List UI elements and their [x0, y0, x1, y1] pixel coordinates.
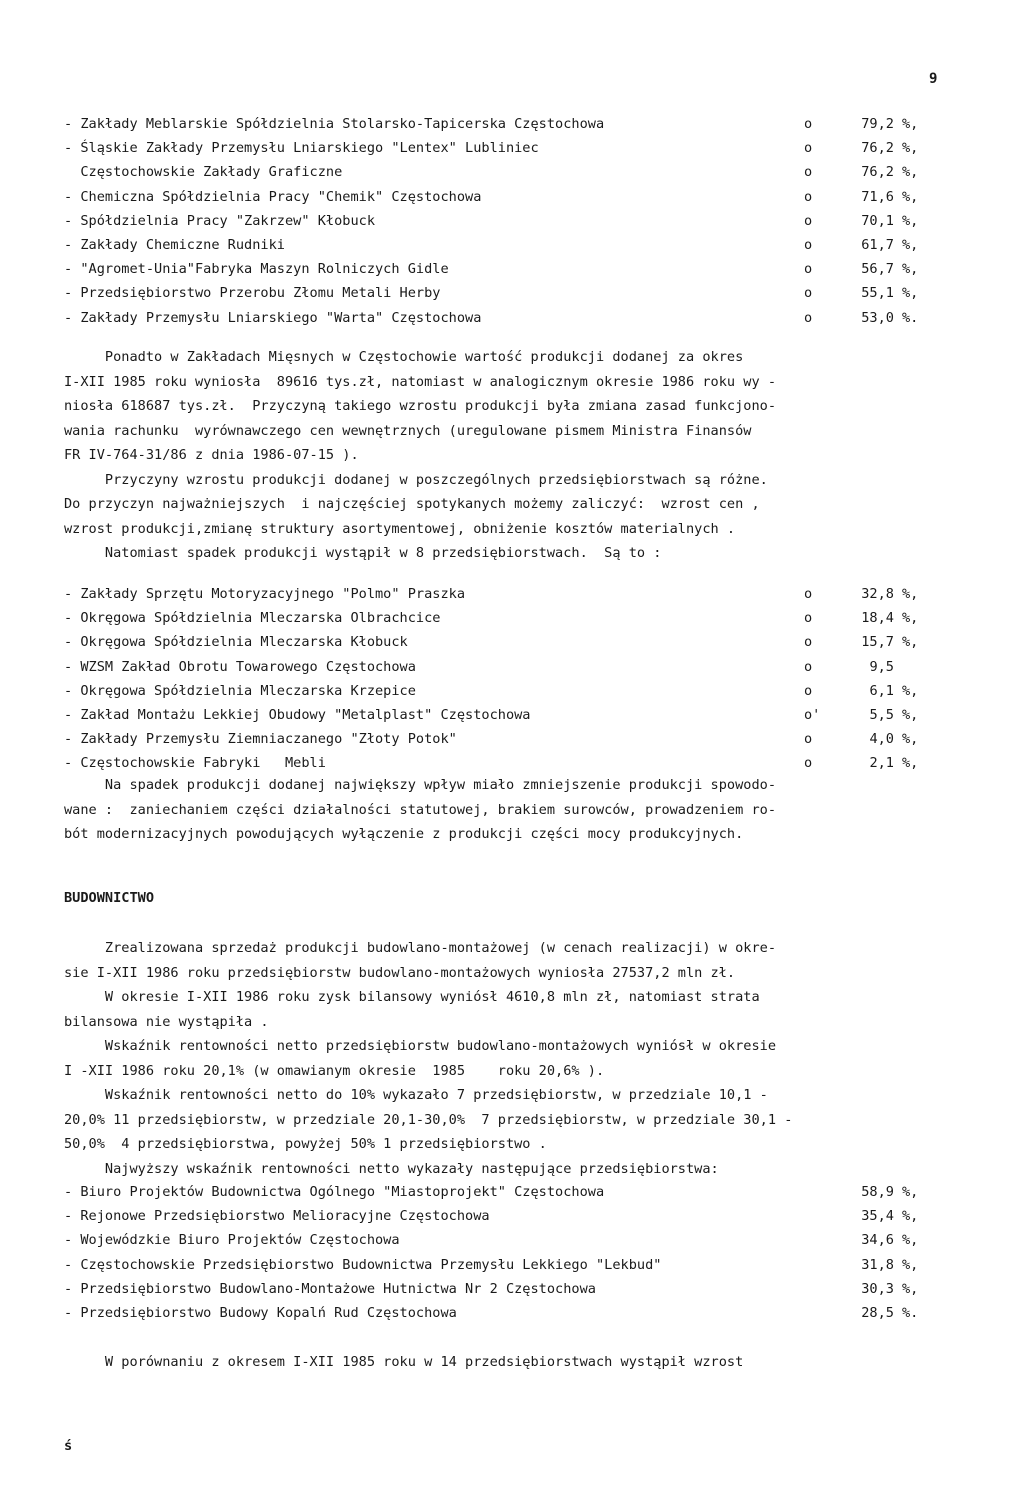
entity-name: - Częstochowskie Fabryki Mebli	[64, 755, 326, 772]
decline-reasons-paragraph	[64, 773, 954, 847]
entity-name: - Okręgowa Spółdzielnia Mleczarska Krzepice	[64, 682, 416, 699]
percent-unit: %,	[902, 682, 919, 699]
text-line: Natomiast spadek produkcji wystąpił w 8 przedsiębiorstwach. Są to :	[64, 545, 662, 561]
profitability-row	[64, 1204, 954, 1228]
decline-row	[64, 679, 954, 703]
percent-unit: %,	[902, 261, 919, 278]
o-marker: o	[804, 164, 813, 181]
profitability-row	[64, 1301, 954, 1325]
profitability-row	[64, 1277, 954, 1301]
entity-name: - Zakłady Meblarskie Spółdzielnia Stolarsko-Tapicerska Częstochowa	[64, 116, 605, 132]
entity-name: - Zakłady Chemiczne Rudniki	[64, 236, 285, 253]
text-line: bilansowa nie wystąpiła .	[64, 1013, 269, 1030]
o-marker: o	[804, 610, 813, 627]
entity-name: - Zakład Montażu Lekkiej Obudowy "Metalplast" Częstochowa	[64, 706, 531, 723]
percent-value: 55,1	[861, 285, 894, 302]
percent-unit: %,	[902, 1280, 919, 1297]
o-marker: o	[804, 586, 813, 602]
text-line: 50,0% 4 przedsiębiorstwa, powyżej 50% 1 przedsiębiorstwo .	[64, 1136, 547, 1152]
percent-unit: %,	[902, 1256, 919, 1273]
percent-unit: %,	[902, 212, 919, 229]
entity-name: - "Agromet-Unia"Fabryka Maszyn Rolniczych Gidle	[64, 261, 449, 278]
o-marker: o	[804, 634, 813, 651]
text-line: Na spadek produkcji dodanej największy wpływ miało zmniejszenie produkcji spowodo-	[64, 777, 777, 793]
entity-name: - Zakłady Sprzętu Motoryzacyjnego "Polmo" Praszka	[64, 586, 466, 602]
percent-value: 76,2	[861, 164, 894, 181]
o-marker: o	[804, 755, 813, 772]
percent-value: 58,9	[861, 1184, 894, 1200]
percent-value: 70,1	[861, 212, 894, 229]
percent-unit: %.	[902, 1304, 919, 1321]
percent-value: 2,1	[869, 755, 894, 772]
decline-row	[64, 703, 954, 727]
entity-name: - Okręgowa Spółdzielnia Mleczarska Kłobuck	[64, 634, 408, 651]
text-line: wane : zaniechaniem części działalności statutowej, brakiem surowców, prowadzeniem ro-	[64, 801, 777, 818]
text-line: bót modernizacyjnych powodujących wyłączenie z produkcji części mocy produkcyjnych.	[64, 826, 744, 842]
decline-row	[64, 582, 954, 606]
profitability-list	[64, 1180, 954, 1325]
percent-unit: %,	[902, 706, 919, 723]
entity-name: Częstochowskie Zakłady Graficzne	[64, 164, 343, 181]
text-line: 20,0% 11 przedsiębiorstw, w przedziale 20,1-30,0% 7 przedsiębiorstw, w przedziale 30,1 -	[64, 1111, 793, 1128]
percent-value: 56,7	[861, 261, 894, 278]
percent-unit: %,	[902, 236, 919, 253]
percent-value: 5,5	[869, 706, 894, 723]
percent-unit: %,	[902, 731, 919, 748]
growth-row	[64, 112, 954, 136]
footer-mark: ś	[64, 1438, 73, 1454]
growth-row	[64, 160, 954, 184]
percent-value: 15,7	[861, 634, 894, 651]
page-number: 9	[929, 71, 938, 87]
text-line: Wskaźnik rentowności netto przedsiębiorstw budowlano-montażowych wyniósł w okresie	[64, 1038, 777, 1054]
percent-unit: %.	[902, 309, 919, 326]
text-line: Ponadto w Zakładach Mięsnych w Częstochowie wartość produkcji dodanej za okres	[64, 349, 744, 365]
entity-name: - Przedsiębiorstwo Przerobu Złomu Metali Herby	[64, 285, 441, 302]
text-line: Najwyższy wskaźnik rentowności netto wykazały następujące przedsiębiorstwa:	[64, 1160, 719, 1177]
o-marker: o'	[804, 706, 821, 723]
decline-row	[64, 630, 954, 654]
growth-row	[64, 209, 954, 233]
o-marker: o	[804, 309, 813, 326]
decline-list	[64, 582, 954, 776]
text-line: sie I-XII 1986 roku przedsiębiorstw budowlano-montażowych wyniosła 27537,2 mln zł.	[64, 964, 736, 981]
entity-name: - WZSM Zakład Obrotu Towarowego Częstochowa	[64, 658, 416, 675]
percent-unit: %,	[902, 285, 919, 302]
o-marker: o	[804, 212, 813, 229]
decline-row	[64, 727, 954, 751]
percent-value: 79,2	[861, 116, 894, 132]
construction-paragraph	[64, 936, 954, 1181]
percent-value: 76,2	[861, 140, 894, 157]
text-line: FR IV-764-31/86 z dnia 1986-07-15 ).	[64, 447, 359, 463]
percent-value: 4,0	[869, 731, 894, 748]
entity-name: - Zakłady Przemysłu Ziemniaczanego "Złoty Potok"	[64, 731, 457, 748]
text-line: I -XII 1986 roku 20,1% (w omawianym okresie 1985 roku 20,6% ).	[64, 1062, 605, 1079]
percent-unit: %,	[902, 116, 919, 132]
percent-unit: %,	[902, 586, 919, 602]
entity-name: - Śląskie Zakłady Przemysłu Lniarskiego "Lentex" Lubliniec	[64, 140, 539, 157]
percent-unit: %,	[902, 1232, 919, 1249]
growth-row	[64, 281, 954, 305]
percent-value: 32,8	[861, 586, 894, 602]
decline-row	[64, 751, 954, 775]
entity-name: - Wojewódzkie Biuro Projektów Częstochowa	[64, 1232, 400, 1249]
percent-value: 35,4	[861, 1208, 894, 1225]
entity-name: - Częstochowskie Przedsiębiorstwo Budownictwa Przemysłu Lekkiego "Lekbud"	[64, 1256, 662, 1273]
entity-name: - Chemiczna Spółdzielnia Pracy "Chemik" Częstochowa	[64, 188, 482, 205]
o-marker: o	[804, 682, 813, 699]
o-marker: o	[804, 188, 813, 205]
text-line: niosła 618687 tys.zł. Przyczyną takiego wzrostu produkcji była zmiana zasad funkcjono-	[64, 398, 777, 414]
entity-name: - Rejonowe Przedsiębiorstwo Melioracyjne Częstochowa	[64, 1208, 490, 1225]
growth-row	[64, 185, 954, 209]
entity-name: - Okręgowa Spółdzielnia Mleczarska Olbrachcice	[64, 610, 441, 627]
o-marker: o	[804, 236, 813, 253]
text-line: W okresie I-XII 1986 roku zysk bilansowy wyniósł 4610,8 mln zł, natomiast strata	[64, 989, 760, 1005]
growth-row	[64, 257, 954, 281]
o-marker: o	[804, 116, 813, 132]
section-heading-construction: BUDOWNICTWO	[64, 890, 155, 906]
text-line: Do przyczyn najważniejszych i najczęściej spotykanych możemy zaliczyć: wzrost cen ,	[64, 496, 760, 512]
o-marker: o	[804, 261, 813, 278]
growth-list	[64, 112, 954, 330]
percent-unit: %,	[902, 188, 919, 205]
percent-unit: %,	[902, 634, 919, 651]
growth-row	[64, 306, 954, 330]
text-line: wania rachunku wyrównawczego cen wewnętrznych (uregulowane pismem Ministra Finansów	[64, 422, 752, 439]
text-line: wzrost produkcji,zmianę struktury asortymentowej, obniżenie kosztów materialnych .	[64, 520, 736, 537]
entity-name: - Biuro Projektów Budownictwa Ogólnego "Miastoprojekt" Częstochowa	[64, 1184, 605, 1200]
percent-value: 53,0	[861, 309, 894, 326]
text-line: Zrealizowana sprzedaż produkcji budowlano-montażowej (w cenach realizacji) w okre-	[64, 940, 777, 956]
profitability-row	[64, 1253, 954, 1277]
text-line: Przyczyny wzrostu produkcji dodanej w poszczególnych przedsiębiorstwach są różne.	[64, 471, 768, 488]
profitability-row	[64, 1180, 954, 1204]
o-marker: o	[804, 658, 813, 675]
percent-value: 34,6	[861, 1232, 894, 1249]
percent-value: 9,5	[869, 658, 894, 675]
percent-unit: %,	[902, 1184, 919, 1200]
o-marker: o	[804, 140, 813, 157]
comparison-paragraph	[64, 1350, 954, 1375]
percent-unit: %,	[902, 140, 919, 157]
percent-unit: %,	[902, 610, 919, 627]
percent-value: 30,3	[861, 1280, 894, 1297]
entity-name: - Zakłady Przemysłu Lniarskiego "Warta" Częstochowa	[64, 309, 482, 326]
growth-row	[64, 233, 954, 257]
percent-value: 18,4	[861, 610, 894, 627]
percent-value: 61,7	[861, 236, 894, 253]
percent-unit: %,	[902, 755, 919, 772]
text-line: W porównaniu z okresem I-XII 1985 roku w 14 przedsiębiorstwach wystąpił wzrost	[64, 1354, 744, 1370]
production-paragraph	[64, 345, 954, 566]
o-marker: o	[804, 731, 813, 748]
entity-name: - Spółdzielnia Pracy "Zakrzew" Kłobuck	[64, 212, 375, 229]
entity-name: - Przedsiębiorstwo Budowlano-Montażowe Hutnictwa Nr 2 Częstochowa	[64, 1280, 596, 1297]
entity-name: - Przedsiębiorstwo Budowy Kopalń Rud Częstochowa	[64, 1304, 457, 1321]
percent-unit: %,	[902, 164, 919, 181]
o-marker: o	[804, 285, 813, 302]
decline-row	[64, 606, 954, 630]
text-line: Wskaźnik rentowności netto do 10% wykazało 7 przedsiębiorstw, w przedziale 10,1 -	[64, 1087, 768, 1103]
percent-value: 6,1	[869, 682, 894, 699]
percent-value: 71,6	[861, 188, 894, 205]
percent-value: 28,5	[861, 1304, 894, 1321]
decline-row	[64, 655, 954, 679]
percent-unit: %,	[902, 1208, 919, 1225]
text-line: I-XII 1985 roku wyniosła 89616 tys.zł, natomiast w analogicznym okresie 1986 roku wy -	[64, 373, 777, 390]
percent-value: 31,8	[861, 1256, 894, 1273]
growth-row	[64, 136, 954, 160]
profitability-row	[64, 1228, 954, 1252]
